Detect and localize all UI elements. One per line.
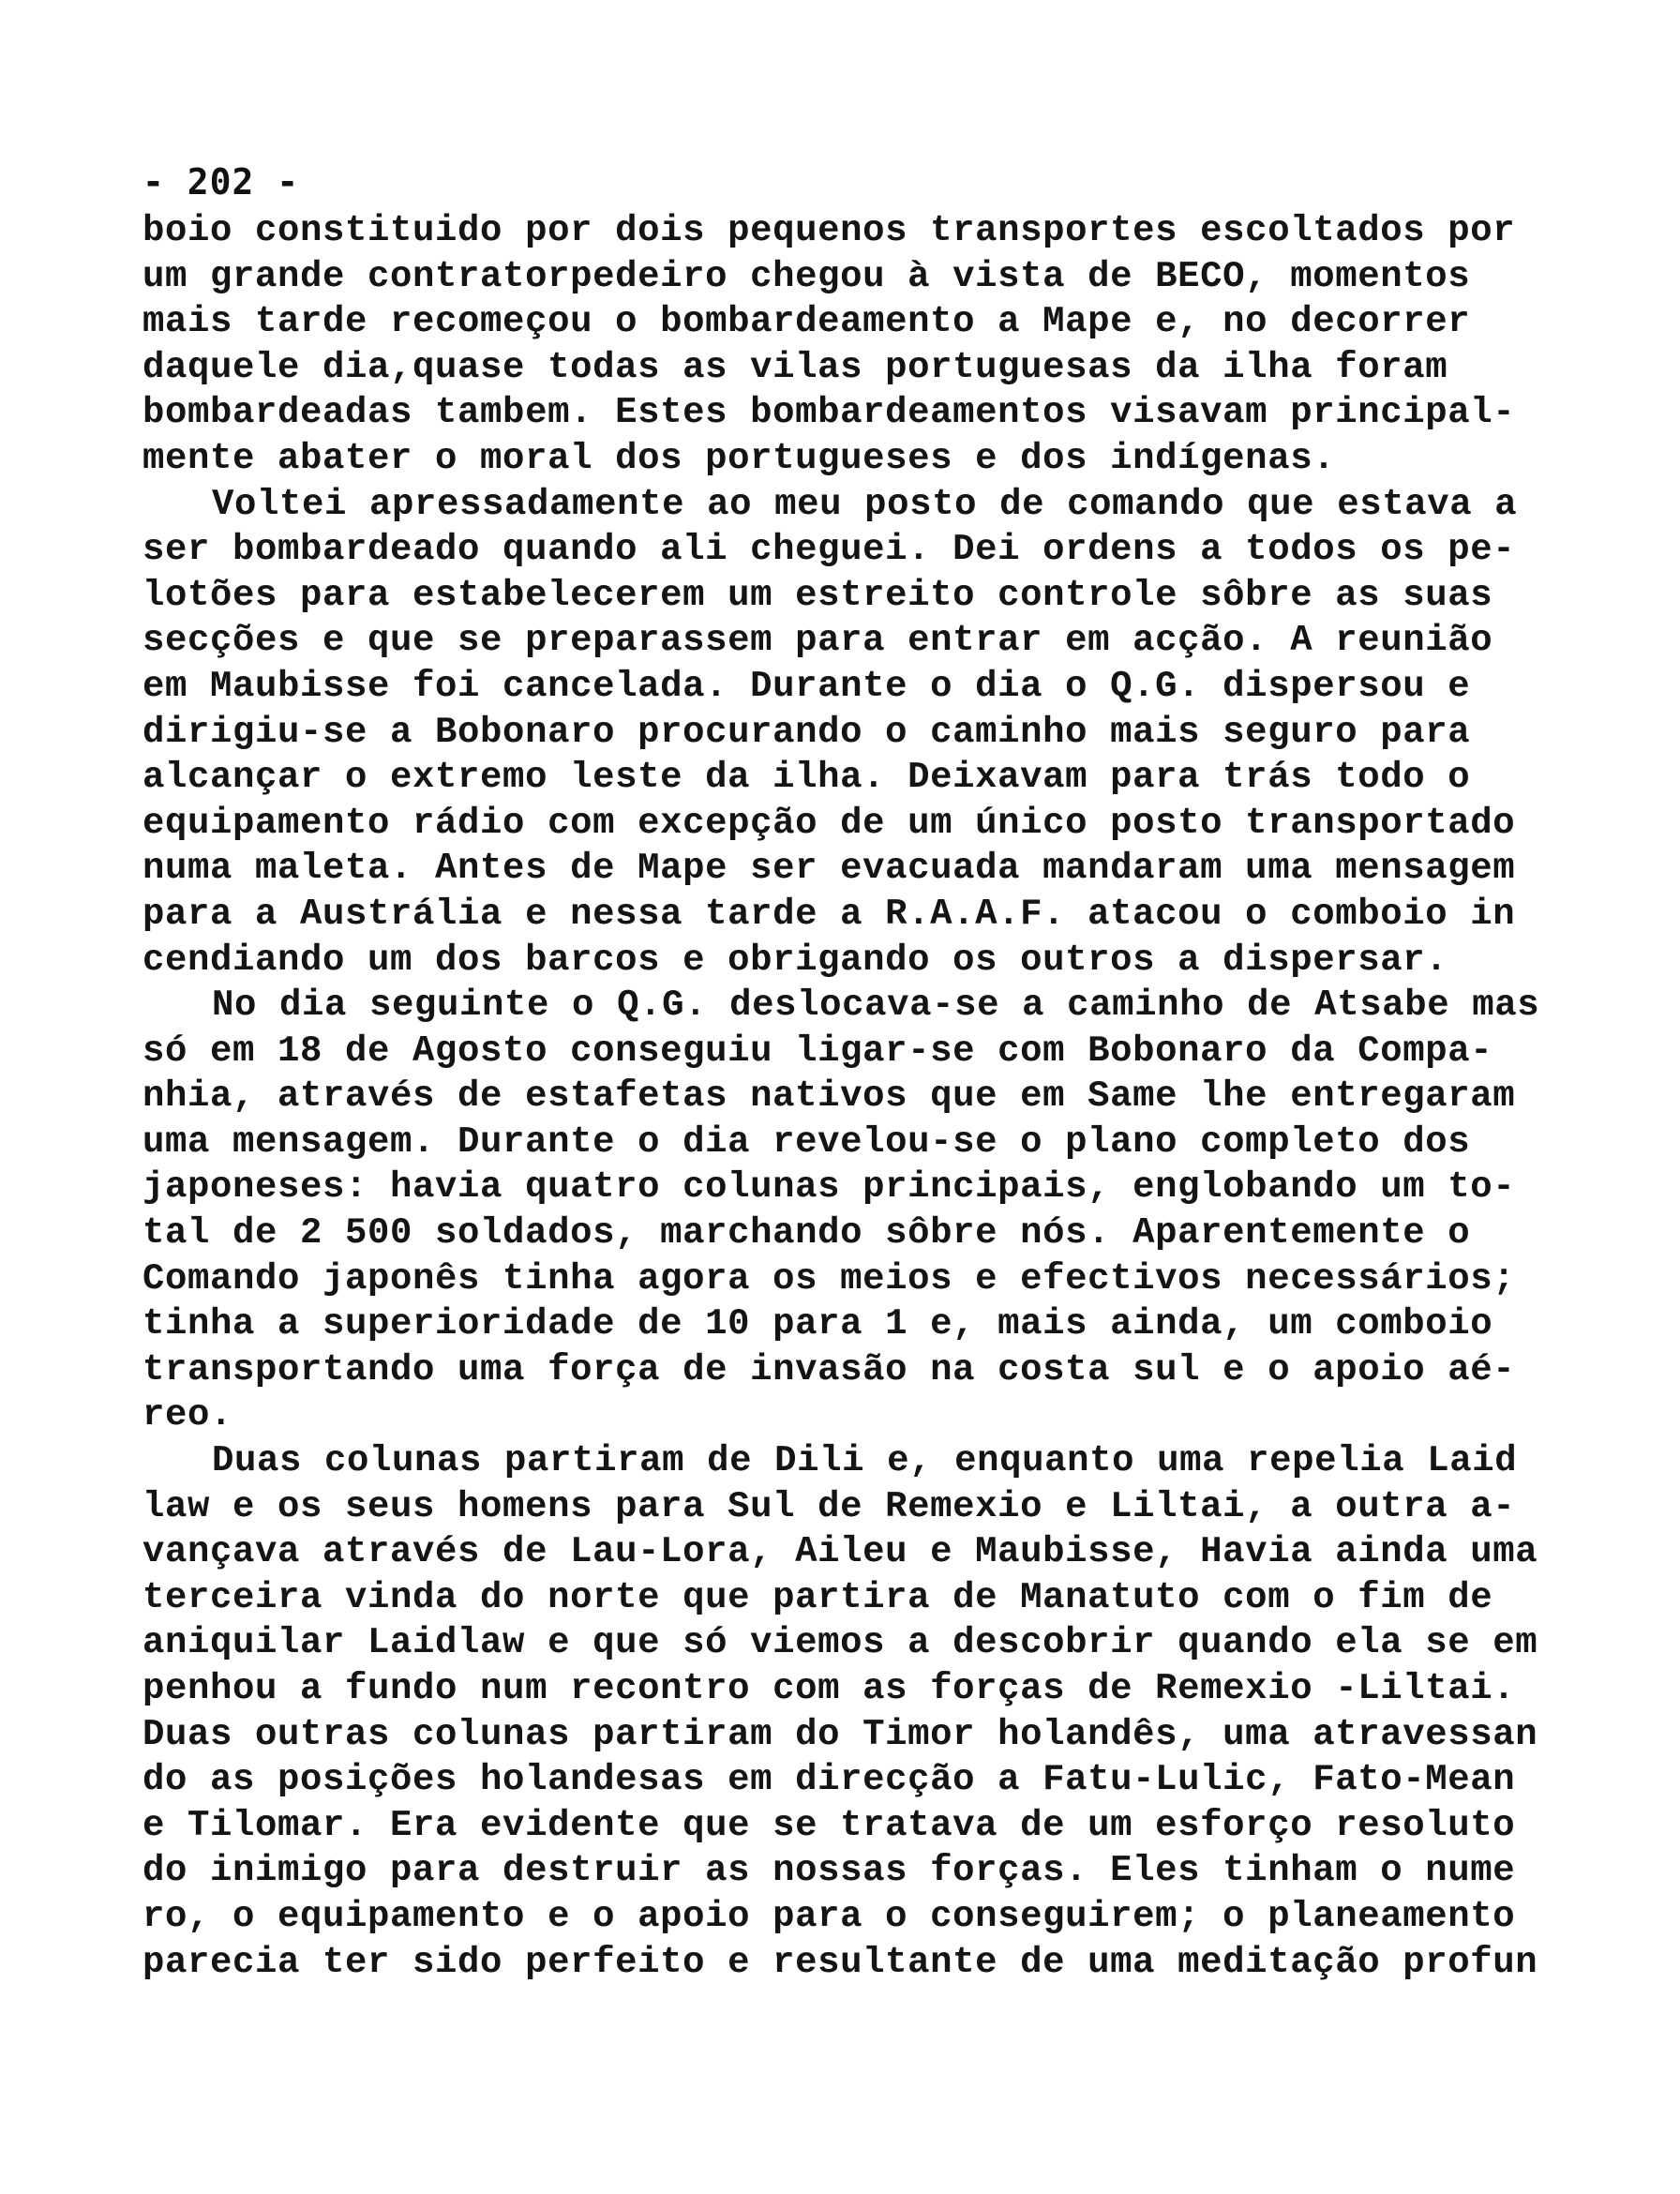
text-line: penhou a fundo num recontro com as forças de Remexio -Liltai. [142,1668,1516,1709]
text-line: reo. [142,1394,233,1436]
text-line: tinha a superioridade de 10 para 1 e, mais ainda, um comboio [142,1303,1493,1345]
text-line: Voltei apressadamente ao meu posto de comando que estava a [212,483,1518,525]
text-line: equipamento rádio com excepção de um único posto transportado [142,802,1516,844]
text-line: ro, o equipamento e o apoio para o conseguirem; o planeamento [142,1895,1516,1937]
text-line: do inimigo para destruir as nossas forças. Eles tinham o nume [142,1850,1516,1892]
text-line: bombardeadas tambem. Estes bombardeamentos visavam principal- [142,392,1516,434]
text-line: para a Austrália e nessa tarde a R.A.A.F. atacou o comboio in [142,893,1516,935]
text-line: Duas colunas partiram de Dili e, enquanto uma repelia Laid [212,1440,1518,1482]
page-number: - 202 - [142,161,300,203]
text-line: uma mensagem. Durante o dia revelou-se o plano completo dos [142,1120,1471,1163]
text-line: secções e que se preparassem para entrar em acção. A reunião [142,620,1493,662]
text-line: transportando uma força de invasão na costa sul e o apoio aé- [142,1348,1516,1390]
text-line: tal de 2 500 soldados, marchando sôbre nós. Aparentemente o [142,1212,1471,1255]
text-line: em Maubisse foi cancelada. Durante o dia o Q.G. dispersou e [142,665,1471,707]
text-line: japoneses: havia quatro colunas principais, englobando um to- [142,1166,1516,1209]
text-line: do as posições holandesas em direcção a Fatu-Lulic, Fato-Mean [142,1759,1516,1801]
text-line: cendiando um dos barcos e obrigando os outros a dispersar. [142,939,1448,981]
text-line: Duas outras colunas partiram do Timor holandês, uma atravessan [142,1713,1538,1755]
text-line: No dia seguinte o Q.G. deslocava-se a caminho de Atsabe mas [212,984,1540,1027]
text-line: Comando japonês tinha agora os meios e efectivos necessários; [142,1257,1516,1300]
text-line: lotões para estabelecerem um estreito controle sôbre as suas [142,574,1493,616]
text-line: law e os seus homens para Sul de Remexio e Liltai, a outra a- [142,1485,1516,1527]
text-line: mente abater o moral dos portugueses e dos indígenas. [142,437,1336,479]
body-text [142,208,1605,1985]
text-line: aniquilar Laidlaw e que só viemos a descobrir quando ela se em [142,1622,1538,1664]
text-line: e Tilomar. Era evidente que se tratava de um esforço resoluto [142,1804,1516,1846]
text-line: daquele dia,quase todas as vilas portuguesas da ilha foram [142,346,1448,388]
text-line: só em 18 de Agosto conseguiu ligar-se com Bobonaro da Compa- [142,1029,1493,1072]
text-line: boio constituido por dois pequenos transportes escoltados por [142,210,1516,251]
text-line: nhia, através de estafetas nativos que em Same lhe entregaram [142,1075,1516,1118]
text-line: ser bombardeado quando ali cheguei. Dei ordens a todos os pe- [142,529,1516,571]
text-line: vançava através de Lau-Lora, Aileu e Maubisse, Havia ainda uma [142,1531,1538,1573]
text-line: mais tarde recomeçou o bombardeamento a Mape e, no decorrer [142,301,1471,343]
text-line: numa maleta. Antes de Mape ser evacuada mandaram uma mensagem [142,848,1516,890]
text-line: um grande contratorpedeiro chegou à vista de BECO, momentos [142,255,1471,297]
text-line: alcançar o extremo leste da ilha. Deixavam para trás todo o [142,757,1471,799]
text-line: dirigiu-se a Bobonaro procurando o caminho mais seguro para [142,711,1471,753]
text-line: terceira vinda do norte que partira de Manatuto com o fim de [142,1576,1493,1618]
text-line: parecia ter sido perfeito e resultante de uma meditação profun [142,1941,1538,1983]
